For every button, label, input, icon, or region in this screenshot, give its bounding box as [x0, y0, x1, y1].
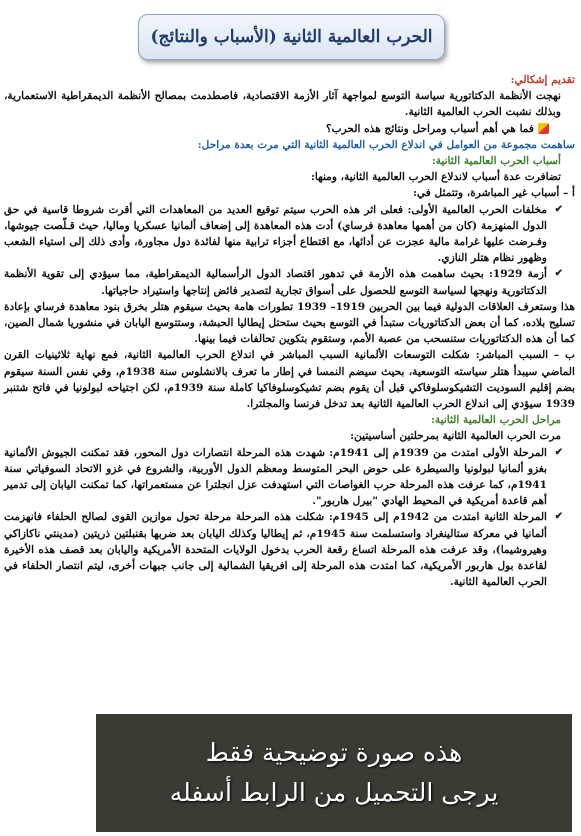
stages-intro: مرت الحرب العالمية الثانية بمرحلتين أساسيتين:	[350, 430, 561, 443]
causes-heading: أسباب الحرب العالمية الثانية:	[431, 155, 561, 168]
question: فما هي أهم أسباب ومراحل ونتائج هذه الحرب؟	[4, 121, 575, 137]
banner-line-2: يرجى التحميل من الرابط أسفله	[169, 778, 499, 807]
causes-intro: تضافرت عدة أسباب لاندلاع الحرب العالمية الثانية، ومنها:	[310, 171, 561, 184]
paragraph-relations: هذا وستعرف العلاقات الدولية فيما بين الحربين 1919– 1939 تطورات هامة بحيث سيقوم هتلر بخرق بنود معاهدة فرساي بإعادة تسليح بلاده، كما أن بعض الدكتاتوريات ستبدأ في التوسع بحيث ستحتل إيطاليا الحبشة، وستتوسع اليابان في منشوريا شمال الصين، كما أن هذه الدكتاتوريات ستنسحب من عصبة الأمم، وستقوم بتكوين تحالفات فيما بينها.	[4, 300, 575, 346]
indirect-heading: أ – أسباب غير المباشرة، وتتمثل في:	[413, 187, 575, 200]
page-title: الحرب العالمية الثانية (الأسباب والنتائج)	[138, 14, 445, 60]
paragraph-direct-cause: ب – السبب المباشر: شكلت التوسعات الألمانية السبب المباشر في اندلاع الحرب العالمية الثانية، فمع نهاية ثلاثينيات القرن الماضي سيبدأ هتلر سياسته التوسعية، بحيث سيضم النمسا في إطار ما تعرف بالانشلوس سنة 1938م، وفي نفس السنة سيقوم بضم إقليم السوديت التشيكوسلوفاكي قبل أن يقوم بضم تشيكوسلوفاكيا كاملة سنة 1939م، لكن اجتياحه لبولونيا في فاتح شتنبر 1939 سيؤدي إلى اندلاع الحرب العالمية الثانية بعد تدخل فرنسا والمجلترا.	[4, 349, 575, 411]
intro-heading: تقديم إشكالي:	[510, 74, 575, 86]
banner-line-1: هذه صورة توضيحية فقط	[205, 738, 463, 767]
paragraph-stage-1: ✔ المرحلة الأولى امتدت من 1939م إلى 1941م: شهدت هذه المرحلة انتصارات دول المحور، فقد تمكنت الجيوش الألمانية بغزو ألمانيا لبولونيا والسيطرة على حوض البحر المتوسط ومعظم الدول الأوربية، والشروع في غزو الاتحاد السوفياتي سنة 1941م، كما عرفت هذه المرحلة حرب الغواصات التي استهدفت عزل انجلترا عن مستعمراتها، كما تمكنت اليابان إلى تدمير أهم قاعدة أمريكية في المحيط الهادي "بيرل هاربور".	[4, 445, 575, 510]
paragraph-ww1: ✔ مخلفات الحرب العالمية الأولى: فعلى اثر هذه الحرب سيتم توقيع العديد من المعاهدات التي أقرت شروطا قاسية في حق الدول المنهزمة (كان من أهمها معاهدة فرساي) أدت هذه المعاهدة إلى إضعاف ألمانيا عسكريا وماليا، حيث قـلّصت جيوشها، وفـرضت عليها غرامة مالية عجزت عن أدائها، مع اقتطاع أجزاء ترابية منها لفائدة دول مجاورة، وأدى ذلك إلى استياء الشعب وظهور نظام هتلر النازي.	[4, 202, 575, 267]
paragraph-crisis: ✔ أزمة 1929: بحيث ساهمت هذه الأزمة في تدهور اقتصاد الدول الرأسمالية الديمقراطية، مما سيؤدي إلى تقوية الأنظمة الدكتاتورية ونهجها لسياسة التوسع للحصول على أسواق تجارية لتصدير فائض إنتاجها واستيراد حاجياتها.	[4, 266, 575, 298]
stages-heading: مراحل الحرب العالمية الثانية:	[431, 414, 561, 427]
watermark-banner	[96, 714, 572, 832]
intro-text: نهجت الأنظمة الدكتاتورية سياسة التوسع لمواجهة آثار الأزمة الاقتصادية، فاصطدمت بمصالح الأنظمة الديمقراطية الاستعمارية، وبذلك نشبت الحرب العالمية الثانية.	[4, 90, 561, 119]
paragraph-stage-2: ✔ المرحلة الثانية امتدت من 1942م إلى 1945م: شكلت هذه المرحلة مرحلة تحول موازين القوى لصالح الحلفاء فانهزمت ألمانيا في معركة ستالينغراد واستسلمت سنة 1945م، ثم إيطاليا وكذلك اليابان بعد ضربها بقنبلتين ذريتين (مدينتي ناكازاكي وهيروشيما)، وقد عرفت هذه المرحلة اتساع رقعة الحرب بدخول الولايات المتحدة الأمريكية واليابان بعد قصف هذه الأخيرة لقاعدة بول هاربور الأمريكية، كما امتدت هذه المرحلة إلى افريقيا الشمالية إلى جانب جبهات أخرى، ليتم انتصار الحلفاء في الحرب العالمية الثانية.	[4, 509, 575, 590]
pointer-icon	[538, 123, 549, 134]
main-heading: ساهمت مجموعة من العوامل في اندلاع الحرب العالمية الثانية التي مرت بعدة مراحل:	[197, 138, 575, 151]
document-body	[4, 72, 575, 591]
